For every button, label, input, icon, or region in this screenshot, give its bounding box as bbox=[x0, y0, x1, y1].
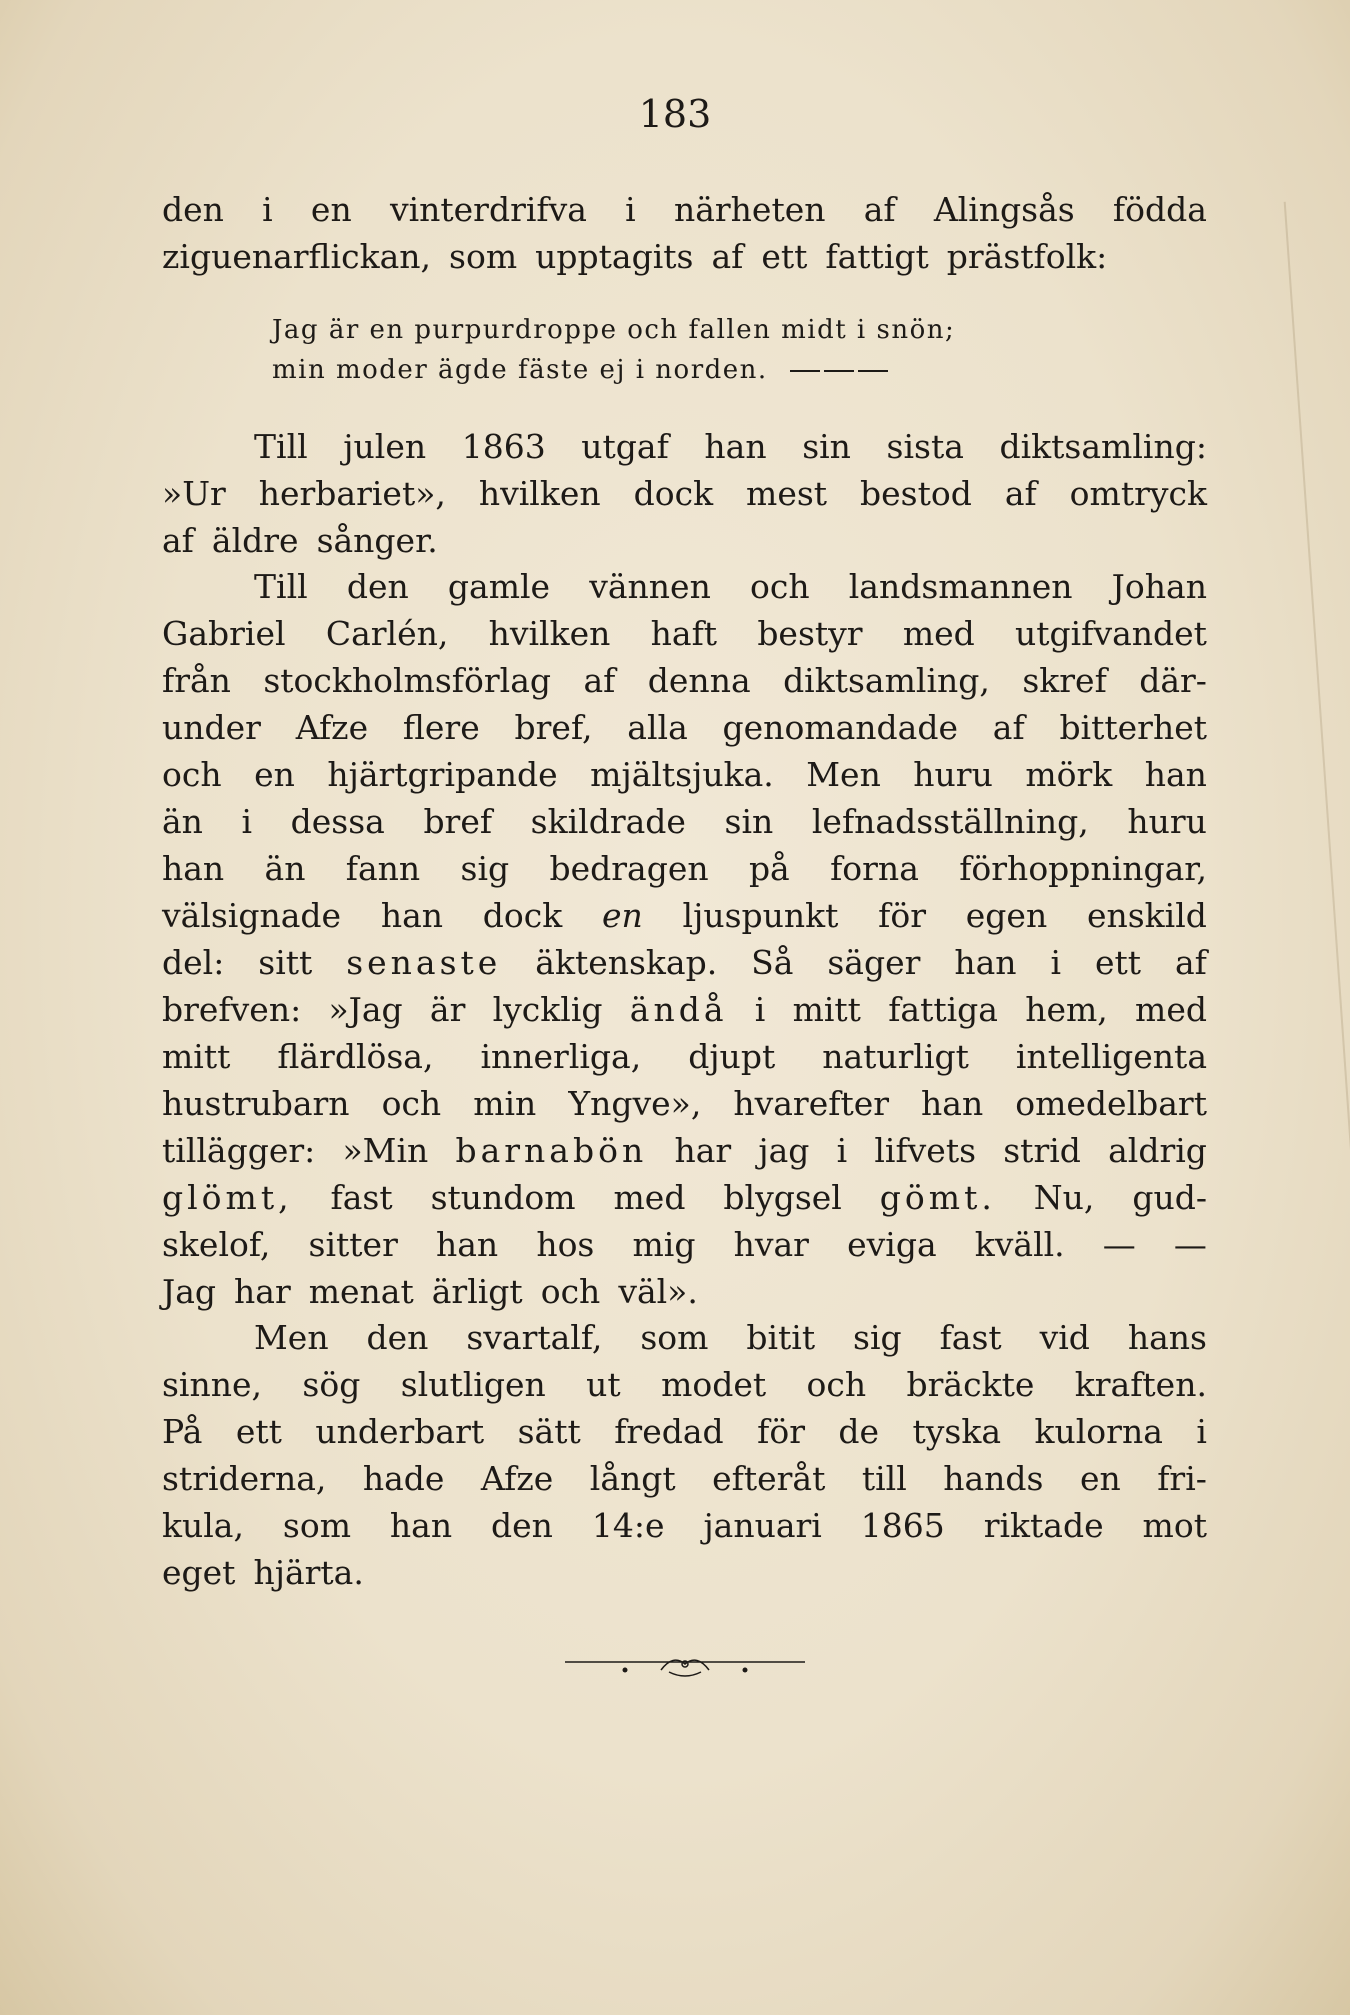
word: naturligt bbox=[822, 1037, 969, 1076]
word: ljuspunkt bbox=[682, 896, 839, 935]
word: forna bbox=[830, 849, 919, 888]
page-number: 183 bbox=[638, 92, 712, 136]
word: närheten bbox=[673, 190, 826, 229]
word: sin bbox=[802, 427, 851, 466]
text-line bbox=[162, 1361, 1207, 1408]
word: svartalf, bbox=[466, 1318, 603, 1357]
word: där- bbox=[1139, 661, 1207, 700]
word: upptagits bbox=[535, 237, 694, 276]
word: han bbox=[436, 1225, 499, 1264]
word: hands bbox=[943, 1459, 1044, 1498]
text-line bbox=[162, 1127, 1207, 1174]
word: omtryck bbox=[1069, 474, 1207, 513]
word: äldre bbox=[211, 521, 299, 560]
word: af bbox=[863, 190, 896, 229]
word: af bbox=[711, 237, 744, 276]
word: herbariet», bbox=[258, 474, 446, 513]
word: fattigt bbox=[825, 237, 929, 276]
word: säger bbox=[827, 943, 921, 982]
word: genomandade bbox=[722, 708, 958, 747]
word: och bbox=[749, 567, 810, 606]
word: utgifvandet bbox=[1015, 614, 1207, 653]
word: ett bbox=[235, 1412, 282, 1451]
word: har bbox=[674, 1131, 732, 1170]
word: äktenskap. bbox=[535, 943, 718, 982]
word: till bbox=[861, 1459, 907, 1498]
word: han bbox=[162, 849, 225, 888]
word: egen bbox=[965, 896, 1048, 935]
word: sitter bbox=[308, 1225, 398, 1264]
word: Gabriel bbox=[162, 614, 286, 653]
word: eget bbox=[162, 1553, 236, 1592]
word: Yngve», bbox=[568, 1084, 702, 1123]
word: tyska bbox=[912, 1412, 1002, 1451]
word: af bbox=[992, 708, 1025, 747]
text-line bbox=[162, 1174, 1207, 1221]
word: brefven: bbox=[162, 990, 302, 1029]
word: diktsamling: bbox=[999, 427, 1207, 466]
word: från bbox=[162, 661, 231, 700]
word: sitt bbox=[258, 943, 313, 982]
word: med bbox=[613, 1178, 686, 1217]
word: långt bbox=[589, 1459, 676, 1498]
word: ärligt bbox=[431, 1272, 523, 1311]
word: denna bbox=[647, 661, 751, 700]
word: Till bbox=[254, 567, 308, 606]
word: skildrade bbox=[530, 802, 686, 841]
word: mig bbox=[632, 1225, 696, 1264]
word: stockholmsförlag bbox=[263, 661, 552, 700]
word: den bbox=[366, 1318, 429, 1357]
word: i bbox=[1050, 943, 1062, 982]
word: är bbox=[429, 990, 466, 1029]
word: sög bbox=[302, 1365, 361, 1404]
word: strid bbox=[1003, 1131, 1081, 1170]
word: för bbox=[757, 1412, 805, 1451]
dash-rule bbox=[858, 370, 888, 372]
word: sig bbox=[853, 1318, 902, 1357]
word: landsmannen bbox=[848, 567, 1073, 606]
word: i bbox=[836, 1131, 848, 1170]
word: gömt. bbox=[879, 1178, 996, 1217]
word: mot bbox=[1142, 1506, 1207, 1545]
word: hade bbox=[362, 1459, 445, 1498]
page-edge-shadow bbox=[1284, 202, 1350, 1698]
text-line bbox=[162, 1080, 1207, 1127]
text-line bbox=[162, 892, 1207, 939]
word: ett bbox=[1094, 943, 1142, 982]
word: mest bbox=[746, 474, 828, 513]
text-line bbox=[162, 233, 1207, 280]
word: har bbox=[234, 1272, 291, 1311]
word: en bbox=[602, 896, 643, 935]
word: än bbox=[162, 802, 203, 841]
text-line bbox=[162, 704, 1207, 751]
word: dock bbox=[633, 474, 714, 513]
poem-quote bbox=[272, 310, 959, 390]
word: senaste bbox=[346, 943, 502, 982]
word: skref bbox=[1022, 661, 1107, 700]
word: som bbox=[640, 1318, 709, 1357]
word: bestod bbox=[860, 474, 972, 513]
word: haft bbox=[650, 614, 718, 653]
paragraph-3 bbox=[162, 563, 1207, 1315]
word: 14:e bbox=[591, 1506, 665, 1545]
word: af bbox=[1174, 943, 1207, 982]
word: han bbox=[1144, 755, 1207, 794]
word: den bbox=[491, 1506, 553, 1545]
word: en bbox=[254, 755, 295, 794]
word: hvilken bbox=[478, 474, 601, 513]
word: ut bbox=[586, 1365, 621, 1404]
word: Afze bbox=[480, 1459, 554, 1498]
word: djupt bbox=[688, 1037, 776, 1076]
word: huru bbox=[1127, 802, 1207, 841]
word: Carlén, bbox=[325, 614, 449, 653]
word: sinne, bbox=[162, 1365, 263, 1404]
word: »Ur bbox=[162, 474, 226, 513]
paragraph-2 bbox=[162, 423, 1207, 564]
word: de bbox=[838, 1412, 880, 1451]
word: prästfolk: bbox=[946, 237, 1108, 276]
text-line bbox=[162, 1314, 1207, 1361]
word: med bbox=[902, 614, 975, 653]
word: Johan bbox=[1111, 567, 1207, 606]
word: och bbox=[806, 1365, 867, 1404]
word: bitterhet bbox=[1059, 708, 1207, 747]
text-line bbox=[162, 1033, 1207, 1080]
word: bitit bbox=[746, 1318, 816, 1357]
word: och bbox=[540, 1272, 601, 1311]
quote-line-1: Jag är en purpurdroppe och fallen midt i snön; bbox=[272, 315, 956, 345]
word: han bbox=[954, 943, 1017, 982]
word: menat bbox=[308, 1272, 414, 1311]
word: min bbox=[473, 1084, 537, 1123]
word: han bbox=[921, 1084, 984, 1123]
word: 1865 bbox=[860, 1506, 945, 1545]
text-line bbox=[162, 939, 1207, 986]
word: sig bbox=[460, 849, 510, 888]
word: ett bbox=[761, 237, 808, 276]
word: lifvets bbox=[874, 1131, 977, 1170]
word: 1863 bbox=[461, 427, 546, 466]
text-line bbox=[162, 186, 1207, 233]
word: i bbox=[1196, 1412, 1207, 1451]
word: omedelbart bbox=[1015, 1084, 1207, 1123]
paragraph-1 bbox=[162, 186, 1207, 280]
word: ziguenarflickan, bbox=[162, 237, 432, 276]
word: bräckte bbox=[906, 1365, 1035, 1404]
word: dock bbox=[482, 896, 563, 935]
word: jag bbox=[758, 1131, 810, 1170]
decorative-tailpiece-icon bbox=[565, 1650, 805, 1680]
word: sista bbox=[886, 427, 964, 466]
word: mörk bbox=[1025, 755, 1113, 794]
word: som bbox=[449, 237, 518, 276]
word: enskild bbox=[1086, 896, 1207, 935]
word: bedragen bbox=[549, 849, 709, 888]
text-line bbox=[162, 657, 1207, 704]
word: modet bbox=[661, 1365, 767, 1404]
word: innerliga, bbox=[480, 1037, 642, 1076]
word: eviga bbox=[847, 1225, 937, 1264]
word: hjärta. bbox=[253, 1553, 364, 1592]
text-line bbox=[162, 1549, 1207, 1596]
text-line bbox=[162, 1221, 1207, 1268]
word: sin bbox=[724, 802, 774, 841]
word: vinterdrifva bbox=[389, 190, 587, 229]
word: sätt bbox=[517, 1412, 581, 1451]
paragraph-4 bbox=[162, 1314, 1207, 1596]
dash-rule bbox=[790, 370, 820, 372]
word: fann bbox=[345, 849, 421, 888]
word: riktade bbox=[983, 1506, 1104, 1545]
word: bref, bbox=[514, 708, 593, 747]
text-line bbox=[162, 1502, 1207, 1549]
word: Afze bbox=[295, 708, 369, 747]
word: han bbox=[704, 427, 767, 466]
word: välsignade bbox=[162, 896, 342, 935]
word: del: bbox=[162, 943, 225, 982]
word: diktsamling, bbox=[783, 661, 990, 700]
word: af bbox=[162, 521, 194, 560]
text-line bbox=[162, 1455, 1207, 1502]
word: i bbox=[241, 802, 253, 841]
word: lefnadsställning, bbox=[811, 802, 1089, 841]
word: fredad bbox=[614, 1412, 724, 1451]
word: dessa bbox=[290, 802, 385, 841]
word: skelof, bbox=[162, 1225, 271, 1264]
text-line bbox=[162, 1408, 1207, 1455]
word: mitt bbox=[162, 1037, 231, 1076]
word: kulorna bbox=[1034, 1412, 1163, 1451]
text-line bbox=[162, 986, 1207, 1033]
word: — bbox=[1102, 1225, 1136, 1264]
text-line bbox=[162, 423, 1207, 470]
word: flärdlösa, bbox=[277, 1037, 434, 1076]
word: under bbox=[162, 708, 261, 747]
text-line bbox=[162, 751, 1207, 798]
word: glömt, bbox=[162, 1178, 293, 1217]
word: fattiga bbox=[888, 990, 998, 1029]
word: hustrubarn bbox=[162, 1084, 350, 1123]
word: den bbox=[162, 190, 224, 229]
word: slutligen bbox=[400, 1365, 546, 1404]
word: i bbox=[625, 190, 636, 229]
word: vid bbox=[1039, 1318, 1090, 1357]
word: alla bbox=[627, 708, 688, 747]
word: fast bbox=[330, 1178, 393, 1217]
word: väl». bbox=[618, 1272, 698, 1311]
word: hos bbox=[536, 1225, 595, 1264]
word: än bbox=[264, 849, 306, 888]
word: Jag bbox=[162, 1272, 217, 1311]
word: aldrig bbox=[1108, 1131, 1207, 1170]
word: På bbox=[162, 1412, 203, 1451]
word: på bbox=[748, 849, 790, 888]
text-line bbox=[162, 1268, 1207, 1315]
word: sånger. bbox=[316, 521, 438, 560]
word: januari bbox=[703, 1506, 822, 1545]
word: i bbox=[754, 990, 766, 1029]
word: vännen bbox=[589, 567, 711, 606]
word: julen bbox=[343, 427, 427, 466]
word: och bbox=[162, 755, 222, 794]
word: »Min bbox=[342, 1131, 429, 1170]
word: för bbox=[878, 896, 927, 935]
word: kväll. bbox=[974, 1225, 1065, 1264]
word: han bbox=[389, 1506, 453, 1545]
word: Men bbox=[806, 755, 881, 794]
word: af bbox=[1004, 474, 1037, 513]
word: fri- bbox=[1157, 1459, 1207, 1498]
word: hvar bbox=[733, 1225, 809, 1264]
word: gamle bbox=[447, 567, 551, 606]
word: bref bbox=[423, 802, 493, 841]
word: hvilken bbox=[488, 614, 611, 653]
word: intelligenta bbox=[1015, 1037, 1207, 1076]
word: Så bbox=[751, 943, 794, 982]
text-line bbox=[162, 517, 1207, 564]
word: Alingsås bbox=[933, 190, 1075, 229]
word: blygsel bbox=[723, 1178, 842, 1217]
word: striderna, bbox=[162, 1459, 327, 1498]
word: af bbox=[583, 661, 616, 700]
word: och bbox=[381, 1084, 442, 1123]
word: gud- bbox=[1132, 1178, 1207, 1217]
word: stundom bbox=[430, 1178, 576, 1217]
word: kraften. bbox=[1074, 1365, 1207, 1404]
word: underbart bbox=[315, 1412, 485, 1451]
dash-rule bbox=[824, 370, 854, 372]
word: som bbox=[282, 1506, 351, 1545]
word: han bbox=[380, 896, 444, 935]
word: lycklig bbox=[492, 990, 603, 1029]
text-line bbox=[162, 470, 1207, 517]
word: hjärtgripande bbox=[327, 755, 558, 794]
text-line bbox=[162, 563, 1207, 610]
word: Men bbox=[254, 1318, 329, 1357]
word: i bbox=[262, 190, 273, 229]
word: barnabön bbox=[455, 1131, 648, 1170]
word: en bbox=[1079, 1459, 1121, 1498]
word: kula, bbox=[162, 1506, 244, 1545]
word: hans bbox=[1127, 1318, 1207, 1357]
word: utgaf bbox=[581, 427, 669, 466]
word: hvarefter bbox=[733, 1084, 890, 1123]
quote-line-2: min moder ägde fäste ej i norden. bbox=[272, 350, 959, 390]
word: med bbox=[1135, 990, 1207, 1029]
word: födda bbox=[1112, 190, 1207, 229]
word: ändå bbox=[629, 990, 728, 1029]
text-line bbox=[162, 845, 1207, 892]
word: hem, bbox=[1025, 990, 1108, 1029]
word: den bbox=[346, 567, 409, 606]
word: efteråt bbox=[712, 1459, 826, 1498]
word: fast bbox=[939, 1318, 1002, 1357]
word: bestyr bbox=[757, 614, 863, 653]
text-line bbox=[162, 798, 1207, 845]
quote-trailing-dashes bbox=[790, 350, 892, 390]
word: mitt bbox=[792, 990, 861, 1029]
word: Nu, bbox=[1033, 1178, 1095, 1217]
word: huru bbox=[913, 755, 993, 794]
word: förhoppningar, bbox=[959, 849, 1207, 888]
word: tillägger: bbox=[162, 1131, 316, 1170]
word: — bbox=[1173, 1225, 1207, 1264]
text-line bbox=[162, 610, 1207, 657]
word: en bbox=[310, 190, 352, 229]
word: mjältsjuka. bbox=[590, 755, 774, 794]
word: flere bbox=[402, 708, 480, 747]
word: »Jag bbox=[328, 990, 403, 1029]
word: Till bbox=[254, 427, 308, 466]
